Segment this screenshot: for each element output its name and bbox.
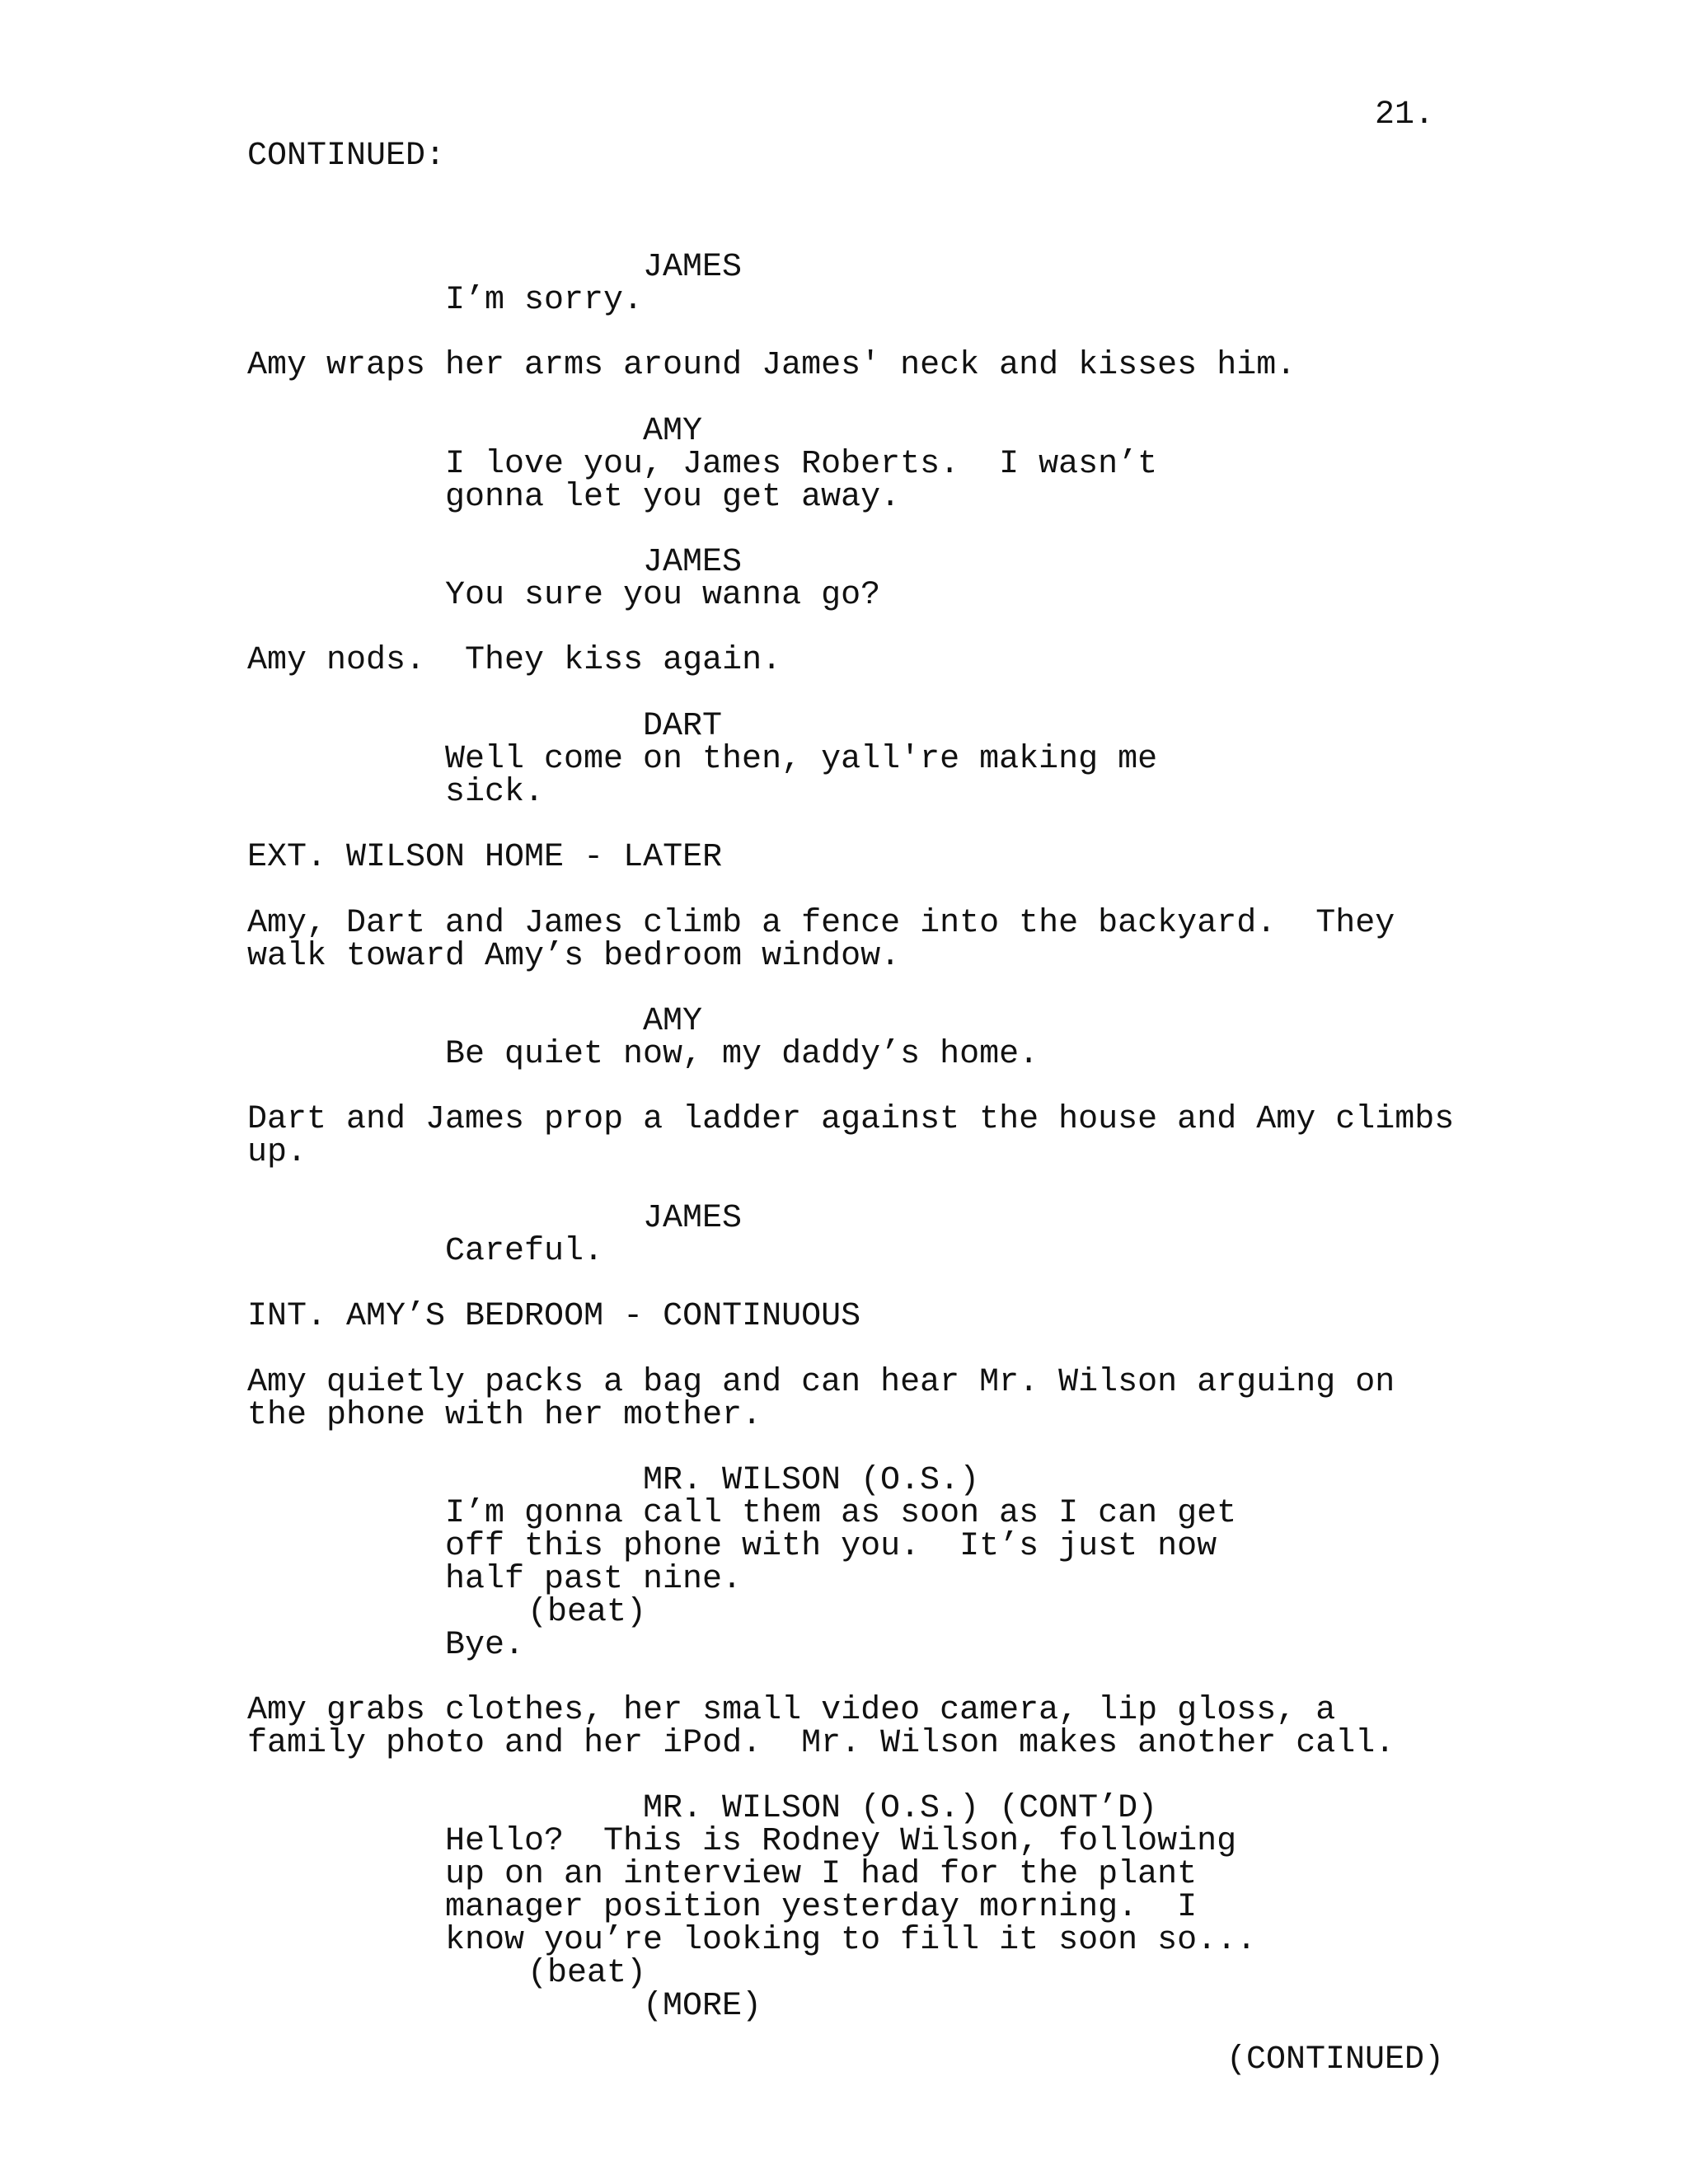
dialogue-line: I’m sorry. <box>445 282 644 319</box>
dialogue-line: I love you, James Roberts. I wasn’t <box>445 446 1158 483</box>
dialogue-line: sick. <box>445 774 545 811</box>
character-name: JAMES <box>643 249 743 286</box>
dialogue-line: off this phone with you. It’s just now <box>445 1528 1217 1565</box>
continued-footer: (CONTINUED) <box>1226 2041 1445 2079</box>
action-line: Amy, Dart and James climb a fence into the backyard. They <box>247 905 1395 942</box>
dialogue-line: Well come on then, yall're making me <box>445 741 1158 778</box>
dialogue-line: half past nine. <box>445 1561 743 1598</box>
action-line: walk toward Amy’s bedroom window. <box>247 938 901 975</box>
scene-heading: EXT. WILSON HOME - LATER <box>247 839 723 876</box>
character-name: MR. WILSON (O.S.) <box>643 1462 980 1499</box>
dialogue-line: gonna let you get away. <box>445 479 901 516</box>
character-name: MR. WILSON (O.S.) (CONT’D) <box>643 1790 1158 1827</box>
character-name: DART <box>643 708 723 745</box>
action-line: Amy wraps her arms around James' neck and kisses him. <box>247 347 1296 384</box>
dialogue-line: Be quiet now, my daddy’s home. <box>445 1036 1039 1073</box>
dialogue-line: You sure you wanna go? <box>445 577 881 614</box>
dialogue-line: I’m gonna call them as soon as I can get <box>445 1495 1237 1532</box>
character-name: AMY <box>643 1003 703 1040</box>
scene-heading: INT. AMY’S BEDROOM - CONTINUOUS <box>247 1298 861 1335</box>
action-line: Dart and James prop a ladder against the house and Amy climbs <box>247 1101 1455 1138</box>
dialogue-line: know you’re looking to fill it soon so... <box>445 1922 1257 1959</box>
dialogue-line: manager position yesterday morning. I <box>445 1889 1198 1926</box>
action-line: family photo and her iPod. Mr. Wilson makes another call. <box>247 1725 1395 1762</box>
parenthetical: (beat) <box>528 1955 647 1992</box>
action-line: Amy quietly packs a bag and can hear Mr. Wilson arguing on <box>247 1364 1395 1401</box>
dialogue-line: Bye. <box>445 1627 525 1664</box>
character-name: AMY <box>643 413 703 450</box>
continued-header: CONTINUED: <box>247 138 446 175</box>
character-name: JAMES <box>643 544 743 581</box>
action-line: Amy grabs clothes, her small video camera, lip gloss, a <box>247 1692 1336 1729</box>
more-indicator: (MORE) <box>643 1988 762 2025</box>
action-line: Amy nods. They kiss again. <box>247 642 782 679</box>
action-line: the phone with her mother. <box>247 1397 762 1434</box>
parenthetical: (beat) <box>528 1594 647 1631</box>
character-name: JAMES <box>643 1200 743 1237</box>
dialogue-line: up on an interview I had for the plant <box>445 1856 1198 1893</box>
dialogue-line: Careful. <box>445 1233 604 1270</box>
dialogue-line: Hello? This is Rodney Wilson, following <box>445 1823 1237 1860</box>
page-number: 21. <box>1375 96 1435 134</box>
action-line: up. <box>247 1134 307 1171</box>
